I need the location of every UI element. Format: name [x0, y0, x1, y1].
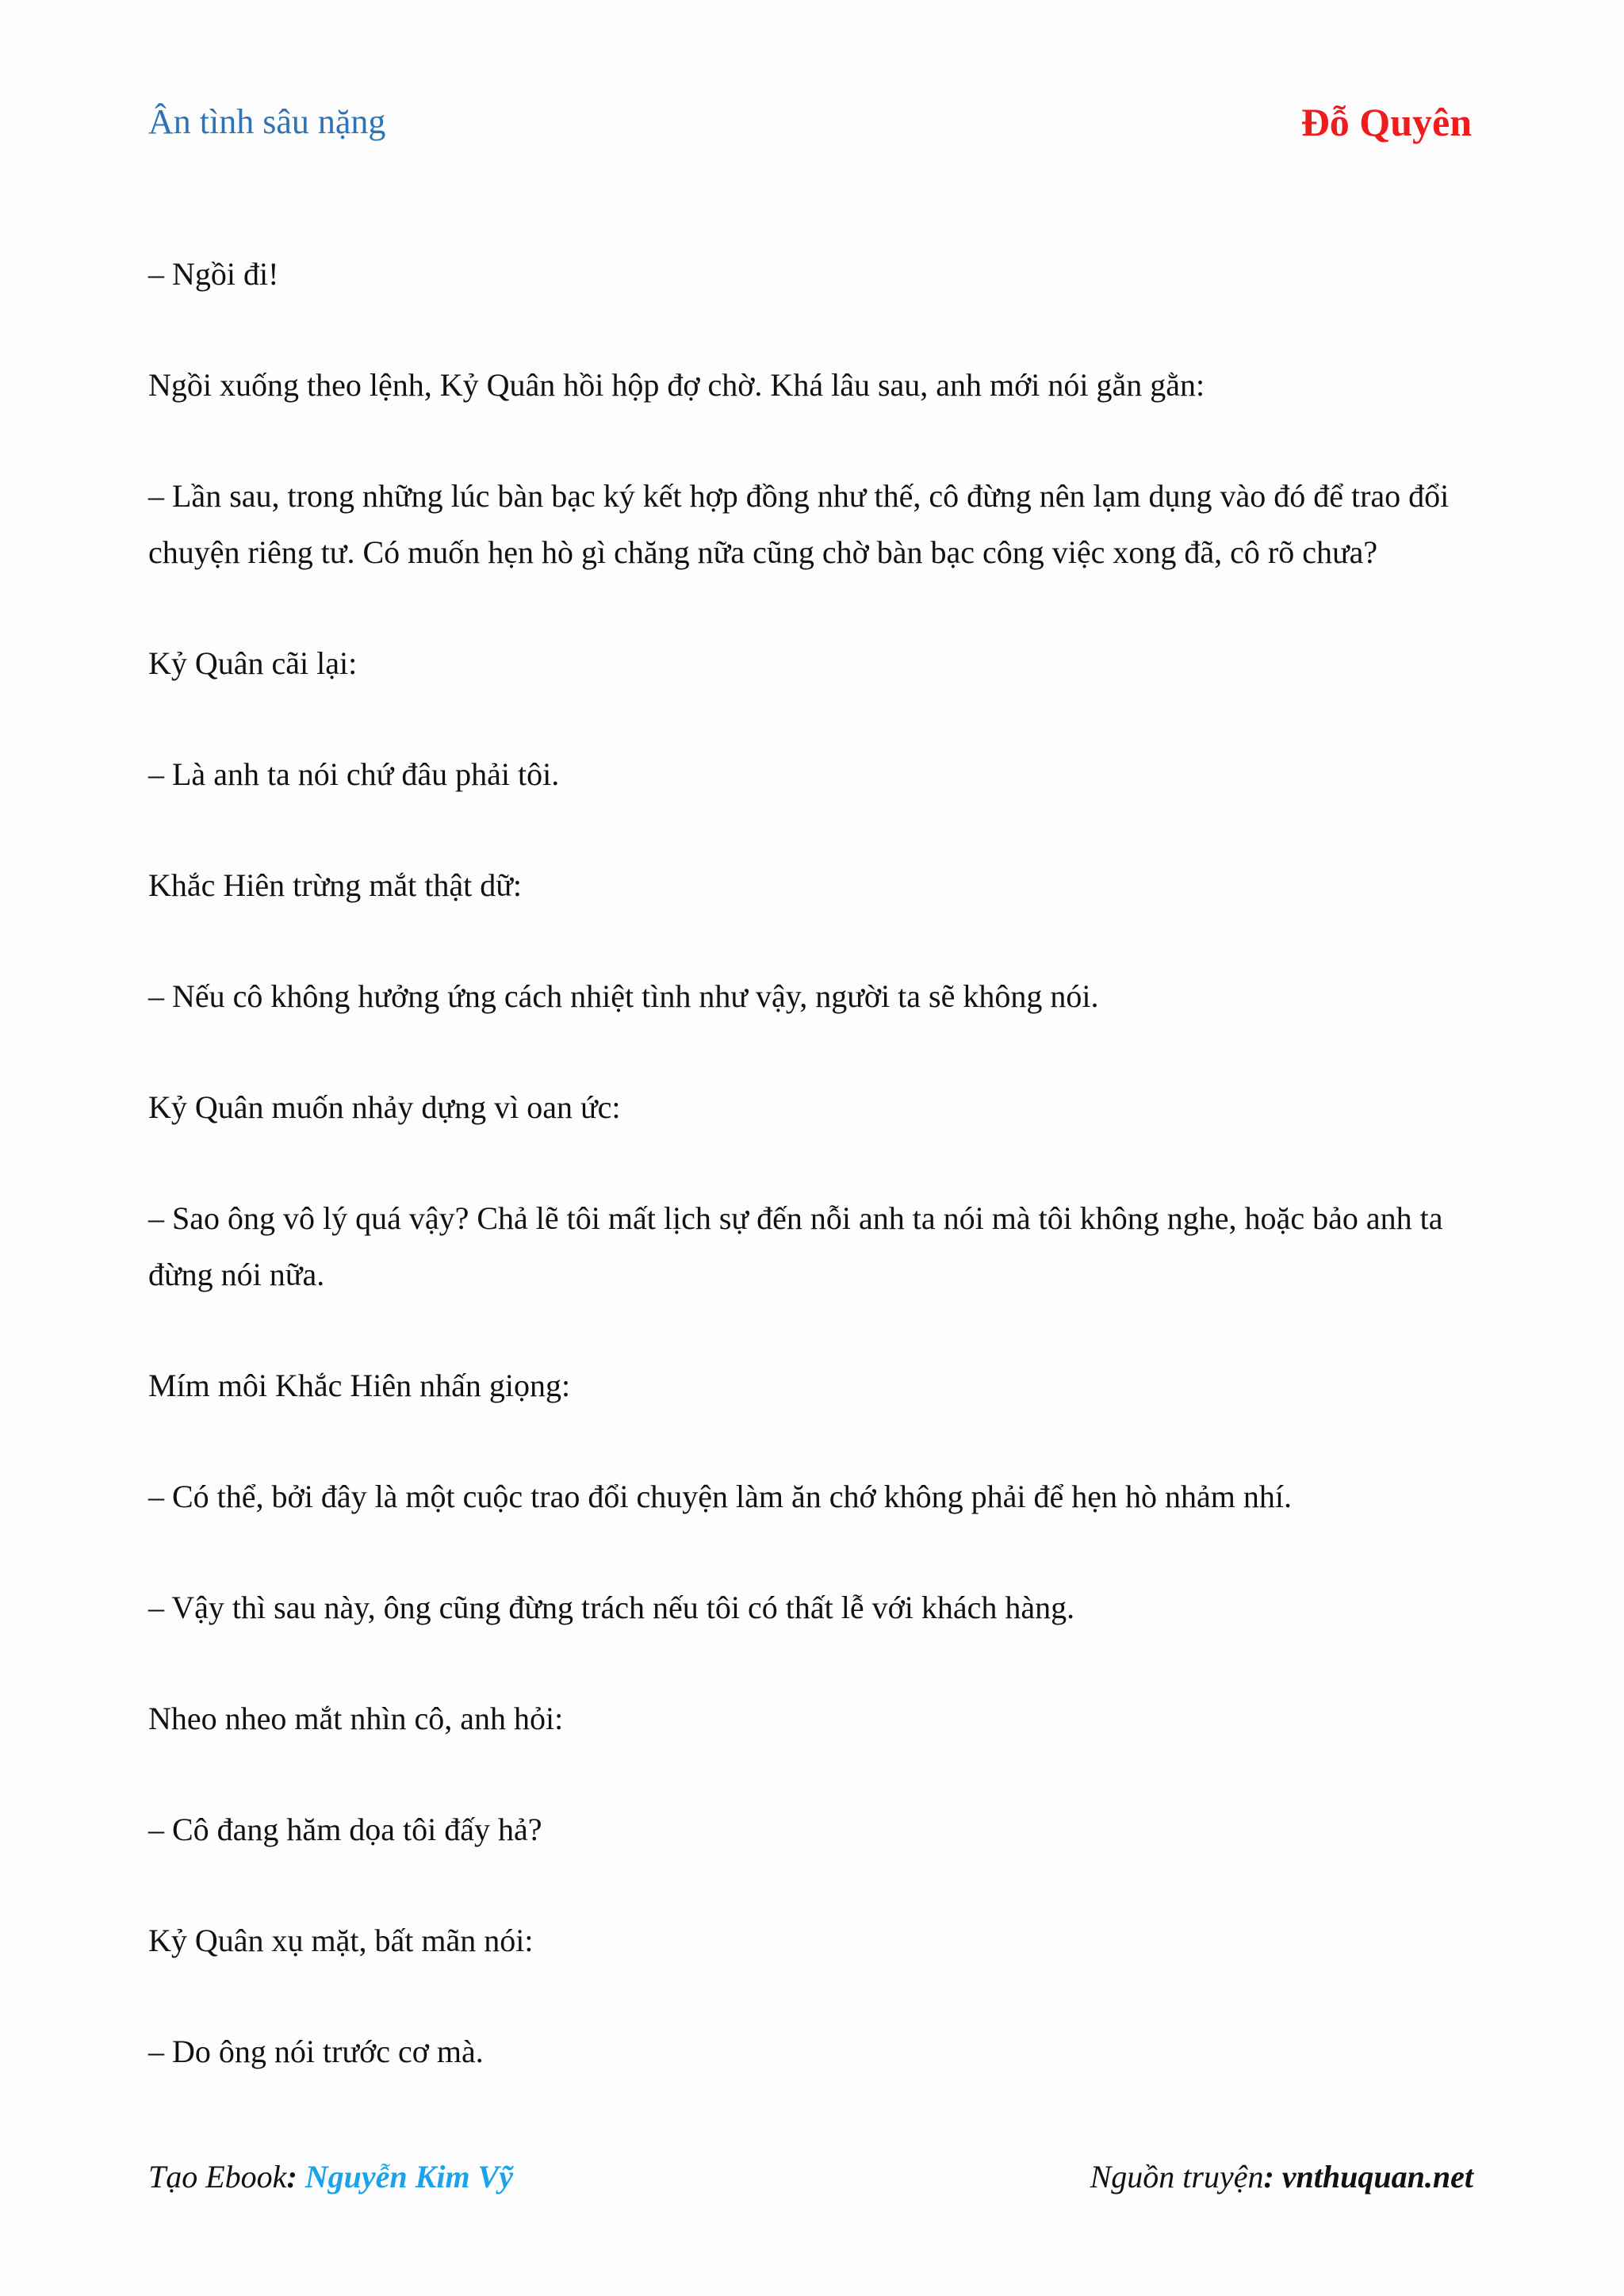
- paragraph: – Có thể, bởi đây là một cuộc trao đổi chuyện làm ăn chớ không phải để hẹn hò nhảm nhí.: [148, 1479, 1292, 1514]
- paragraph: Kỷ Quân xụ mặt, bất mãn nói:: [148, 1923, 534, 1958]
- paragraph: Kỷ Quân cãi lại:: [148, 645, 358, 681]
- paragraph: – Ngồi đi!: [148, 256, 279, 292]
- paragraph: – Do ông nói trước cơ mà.: [148, 2034, 484, 2069]
- ebook-colon: :: [286, 2159, 297, 2195]
- book-author: Đỗ Quyên: [1300, 100, 1472, 144]
- paragraph: – Là anh ta nói chứ đâu phải tôi.: [148, 756, 560, 792]
- paragraph: Khắc Hiên trừng mắt thật dữ:: [148, 867, 523, 903]
- source-colon: :: [1263, 2159, 1274, 2195]
- paragraph: – Nếu cô không hưởng ứng cách nhiệt tình như vậy, người ta sẽ không nói.: [148, 978, 1099, 1014]
- ebook-creator-name: Nguyễn Kim Vỹ: [304, 2159, 513, 2195]
- paragraph: – Vậy thì sau này, ông cũng đừng trách nếu tôi có thất lễ với khách hàng.: [148, 1590, 1075, 1625]
- paragraph: Ngồi xuống theo lệnh, Kỷ Quân hồi hộp đợ chờ. Khá lâu sau, anh mới nói gằn gằn:: [148, 367, 1205, 403]
- paragraph: Mím môi Khắc Hiên nhấn giọng:: [148, 1368, 571, 1403]
- paragraph: – Lần sau, trong những lúc bàn bạc ký kết hợp đồng như thế, cô đừng nên lạm dụng vào đó để trao đổi chuyện riêng tư. Có muốn hẹn hò gì chăng nữa cũng chờ bàn bạc công việc xong đã, cô rõ chưa?: [148, 478, 1450, 570]
- ebook-credit: [148, 2158, 513, 2196]
- book-title: Ân tình sâu nặng: [148, 102, 386, 141]
- paragraph: – Cô đang hăm dọa tôi đấy hả?: [148, 1812, 542, 1847]
- story-body: [148, 246, 1480, 2134]
- source-site: vnthuquan.net: [1281, 2159, 1473, 2195]
- source-label: Nguồn truyện: [1090, 2159, 1264, 2195]
- paragraph: Kỷ Quân muốn nhảy dựng vì oan ức:: [148, 1089, 621, 1125]
- source-credit: [1090, 2158, 1473, 2196]
- ebook-label: Tạo Ebook: [148, 2159, 287, 2195]
- paragraph: Nheo nheo mắt nhìn cô, anh hỏi:: [148, 1701, 564, 1736]
- paragraph: – Sao ông vô lý quá vậy? Chả lẽ tôi mất lịch sự đến nỗi anh ta nói mà tôi không nghe, hoặc bảo anh ta đừng nói nữa.: [148, 1200, 1443, 1292]
